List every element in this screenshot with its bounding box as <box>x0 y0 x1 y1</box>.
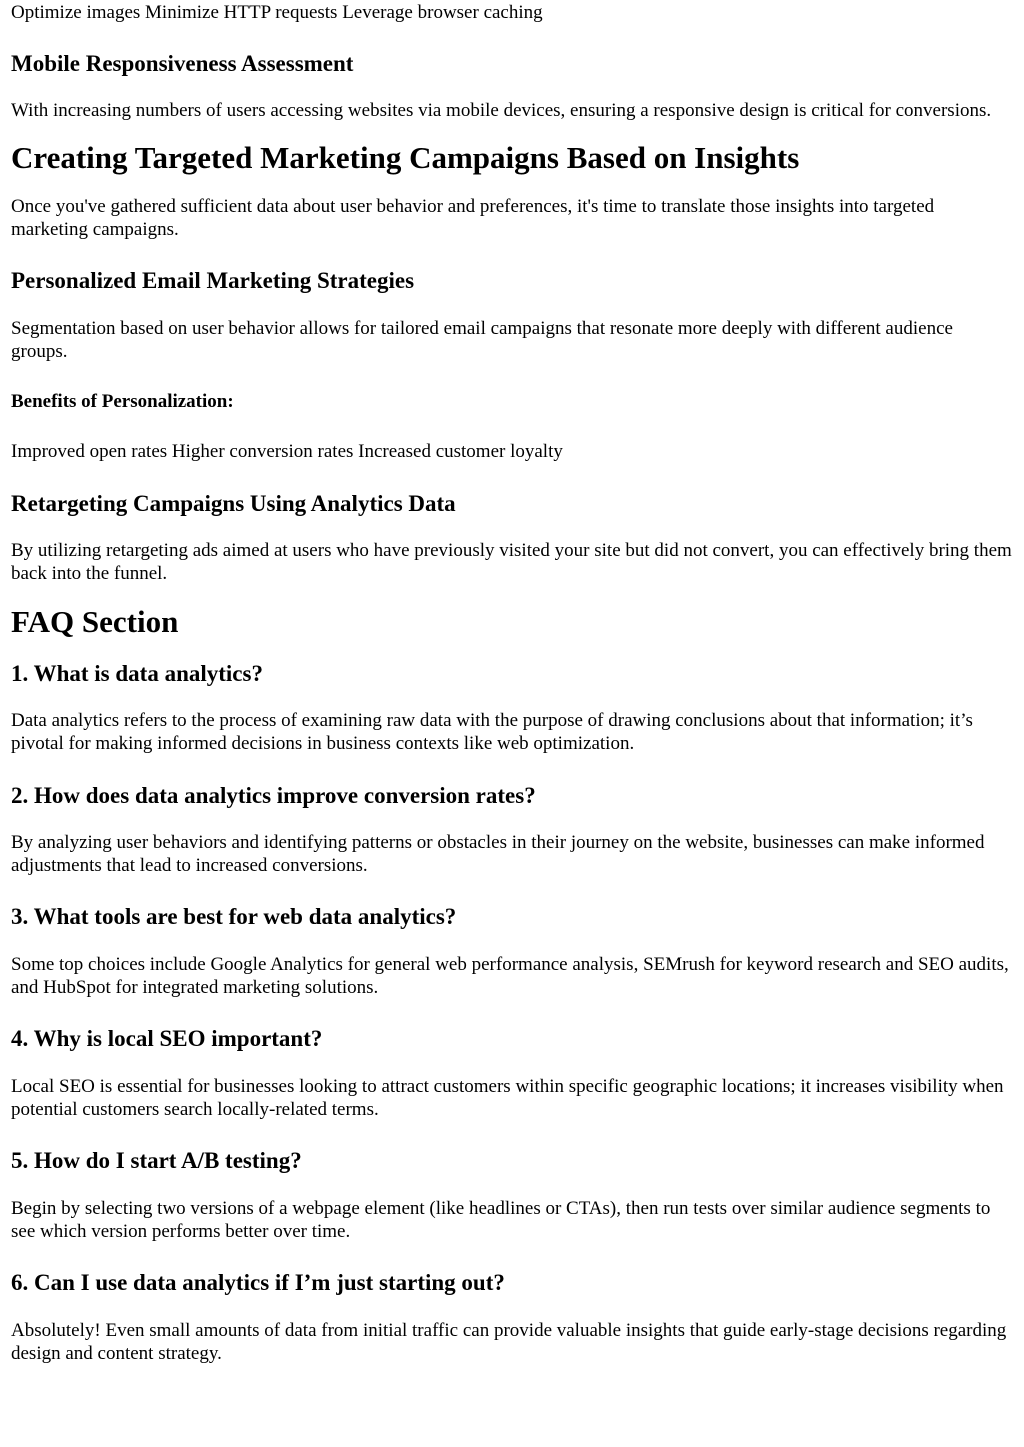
faq-question-3: 3. What tools are best for web data analytics? <box>11 904 457 929</box>
performance-tips-text: Optimize images Minimize HTTP requests Leverage browser caching <box>11 2 543 23</box>
faq-answer-6: Absolutely! Even small amounts of data from initial traffic can provide valuable insights that guide early-stage decisions regarding design and content strategy. <box>11 1320 1007 1364</box>
heading-mobile-responsiveness: Mobile Responsiveness Assessment <box>11 51 354 76</box>
mobile-responsiveness-text: With increasing numbers of users accessing websites via mobile devices, ensuring a responsive design is critical for conversions. <box>11 100 992 121</box>
faq-question-2: 2. How does data analytics improve conversion rates? <box>11 783 536 808</box>
faq-answer-2: By analyzing user behaviors and identifying patterns or obstacles in their journey on the website, businesses can make informed adjustments that lead to increased conversions. <box>11 832 985 876</box>
faq-question-6: 6. Can I use data analytics if I’m just starting out? <box>11 1270 505 1295</box>
faq-answer-5: Begin by selecting two versions of a webpage element (like headlines or CTAs), then run tests over similar audience segments to see which version performs better over time. <box>11 1198 991 1242</box>
faq-question-4: 4. Why is local SEO important? <box>11 1026 323 1051</box>
retargeting-text: By utilizing retargeting ads aimed at users who have previously visited your site but did not convert, you can effectively bring them back into the funnel. <box>11 540 1012 584</box>
faq-answer-1: Data analytics refers to the process of examining raw data with the purpose of drawing conclusions about that information; it’s pivotal for making informed decisions in business contexts like web optimization. <box>11 710 973 754</box>
heading-faq-section: FAQ Section <box>11 604 179 639</box>
faq-question-1: 1. What is data analytics? <box>11 661 263 686</box>
email-marketing-text: Segmentation based on user behavior allows for tailored email campaigns that resonate more deeply with different audience groups. <box>11 318 953 362</box>
heading-targeted-campaigns: Creating Targeted Marketing Campaigns Based on Insights <box>11 140 800 175</box>
faq-answer-3: Some top choices include Google Analytics for general web performance analysis, SEMrush for keyword research and SEO audits, and HubSpot for integrated marketing solutions. <box>11 954 1009 998</box>
document-body <box>0 1 1024 1365</box>
targeted-campaigns-text: Once you've gathered sufficient data about user behavior and preferences, it's time to translate those insights into targeted marketing campaigns. <box>11 196 935 240</box>
faq-question-5: 5. How do I start A/B testing? <box>11 1148 302 1173</box>
heading-benefits-personalization: Benefits of Personalization: <box>11 391 234 412</box>
faq-answer-4: Local SEO is essential for businesses looking to attract customers within specific geographic locations; it increases visibility when potential customers search locally-related terms. <box>11 1076 1004 1120</box>
heading-retargeting: Retargeting Campaigns Using Analytics Data <box>11 491 456 516</box>
heading-email-marketing: Personalized Email Marketing Strategies <box>11 268 415 293</box>
benefits-list-text: Improved open rates Higher conversion rates Increased customer loyalty <box>11 441 563 462</box>
